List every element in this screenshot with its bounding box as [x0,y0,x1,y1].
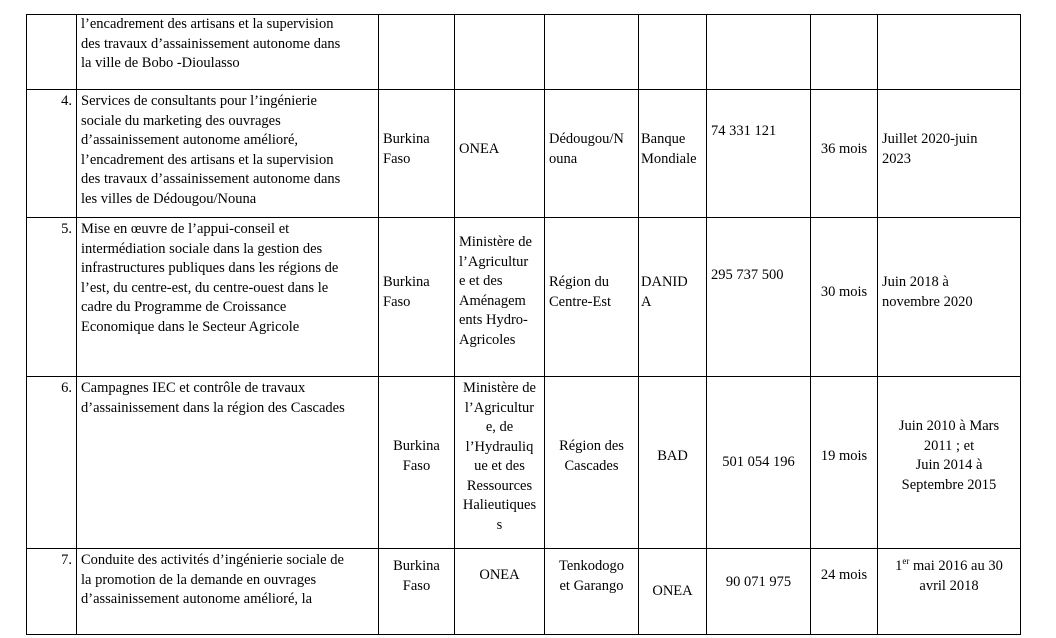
country-cell: Burkina Faso [379,377,455,549]
client-cell: ONEA [455,90,545,218]
location-cell [545,15,639,90]
period-cell: Juillet 2020-juin 2023 [878,90,1021,218]
location-cell: Région des Cascades [545,377,639,549]
country-cell: Burkina Faso [379,549,455,635]
description-cell: Services de consultants pour l’ingénierie sociale du marketing des ouvrages d’assainissement autonome amélioré, l’encadrement des artisans et la supervision des travaux d’assainissement autonome dans les villes de Dédougou/Nouna [77,90,379,218]
description-cell: Mise en œuvre de l’appui-conseil et intermédiation sociale dans la gestion des infrastructures publiques dans les régions de l’est, du centre-est, du centre-ouest dans le cadre du Programme de Croissance Economique dans le Secteur Agricole [77,218,379,377]
client-cell: ONEA [455,549,545,635]
duration-cell: 19 mois [811,377,878,549]
amount-cell: 74 331 121 [707,90,811,218]
client-cell [455,15,545,90]
funding-cell: BAD [639,377,707,549]
table-row [27,90,1021,218]
duration-cell: 36 mois [811,90,878,218]
country-cell: Burkina Faso [379,218,455,377]
location-cell: Dédougou/N ouna [545,90,639,218]
period-cell: 1er mai 2016 au 30 avril 2018 [878,549,1021,635]
location-cell: Tenkodogo et Garango [545,549,639,635]
client-cell: Ministère de l’Agricultur e, de l’Hydrauliq ue et des Ressources Halieutiques s [455,377,545,549]
table-row [27,218,1021,377]
client-cell: Ministère de l’Agricultur e et des Aménagem ents Hydro- Agricoles [455,218,545,377]
row-number: 6. [27,377,77,549]
funding-cell: DANID A [639,218,707,377]
period-cell: Juin 2010 à Mars 2011 ; et Juin 2014 à Septembre 2015 [878,377,1021,549]
description-cell: Campagnes IEC et contrôle de travaux d’assainissement dans la région des Cascades [77,377,379,549]
amount-cell [707,15,811,90]
funding-cell [639,15,707,90]
table-row [27,377,1021,549]
period-cell [878,15,1021,90]
duration-cell: 30 mois [811,218,878,377]
location-cell: Région du Centre-Est [545,218,639,377]
duration-cell [811,15,878,90]
country-cell [379,15,455,90]
row-number: 7. [27,549,77,635]
duration-cell: 24 mois [811,549,878,635]
description-cell: Conduite des activités d’ingénierie sociale de la promotion de la demande en ouvrages d’assainissement autonome amélioré, la [77,549,379,635]
table-row [27,549,1021,635]
table-row [27,15,1021,90]
country-cell: Burkina Faso [379,90,455,218]
description-cell: l’encadrement des artisans et la supervision des travaux d’assainissement autonome dans la ville de Bobo -Dioulasso [77,15,379,90]
row-number [27,15,77,90]
projects-table [26,14,1021,635]
amount-cell: 501 054 196 [707,377,811,549]
funding-cell: Banque Mondiale [639,90,707,218]
row-number: 5. [27,218,77,377]
period-cell: Juin 2018 à novembre 2020 [878,218,1021,377]
amount-cell: 90 071 975 [707,549,811,635]
amount-cell: 295 737 500 [707,218,811,377]
funding-cell: ONEA [639,549,707,635]
row-number: 4. [27,90,77,218]
